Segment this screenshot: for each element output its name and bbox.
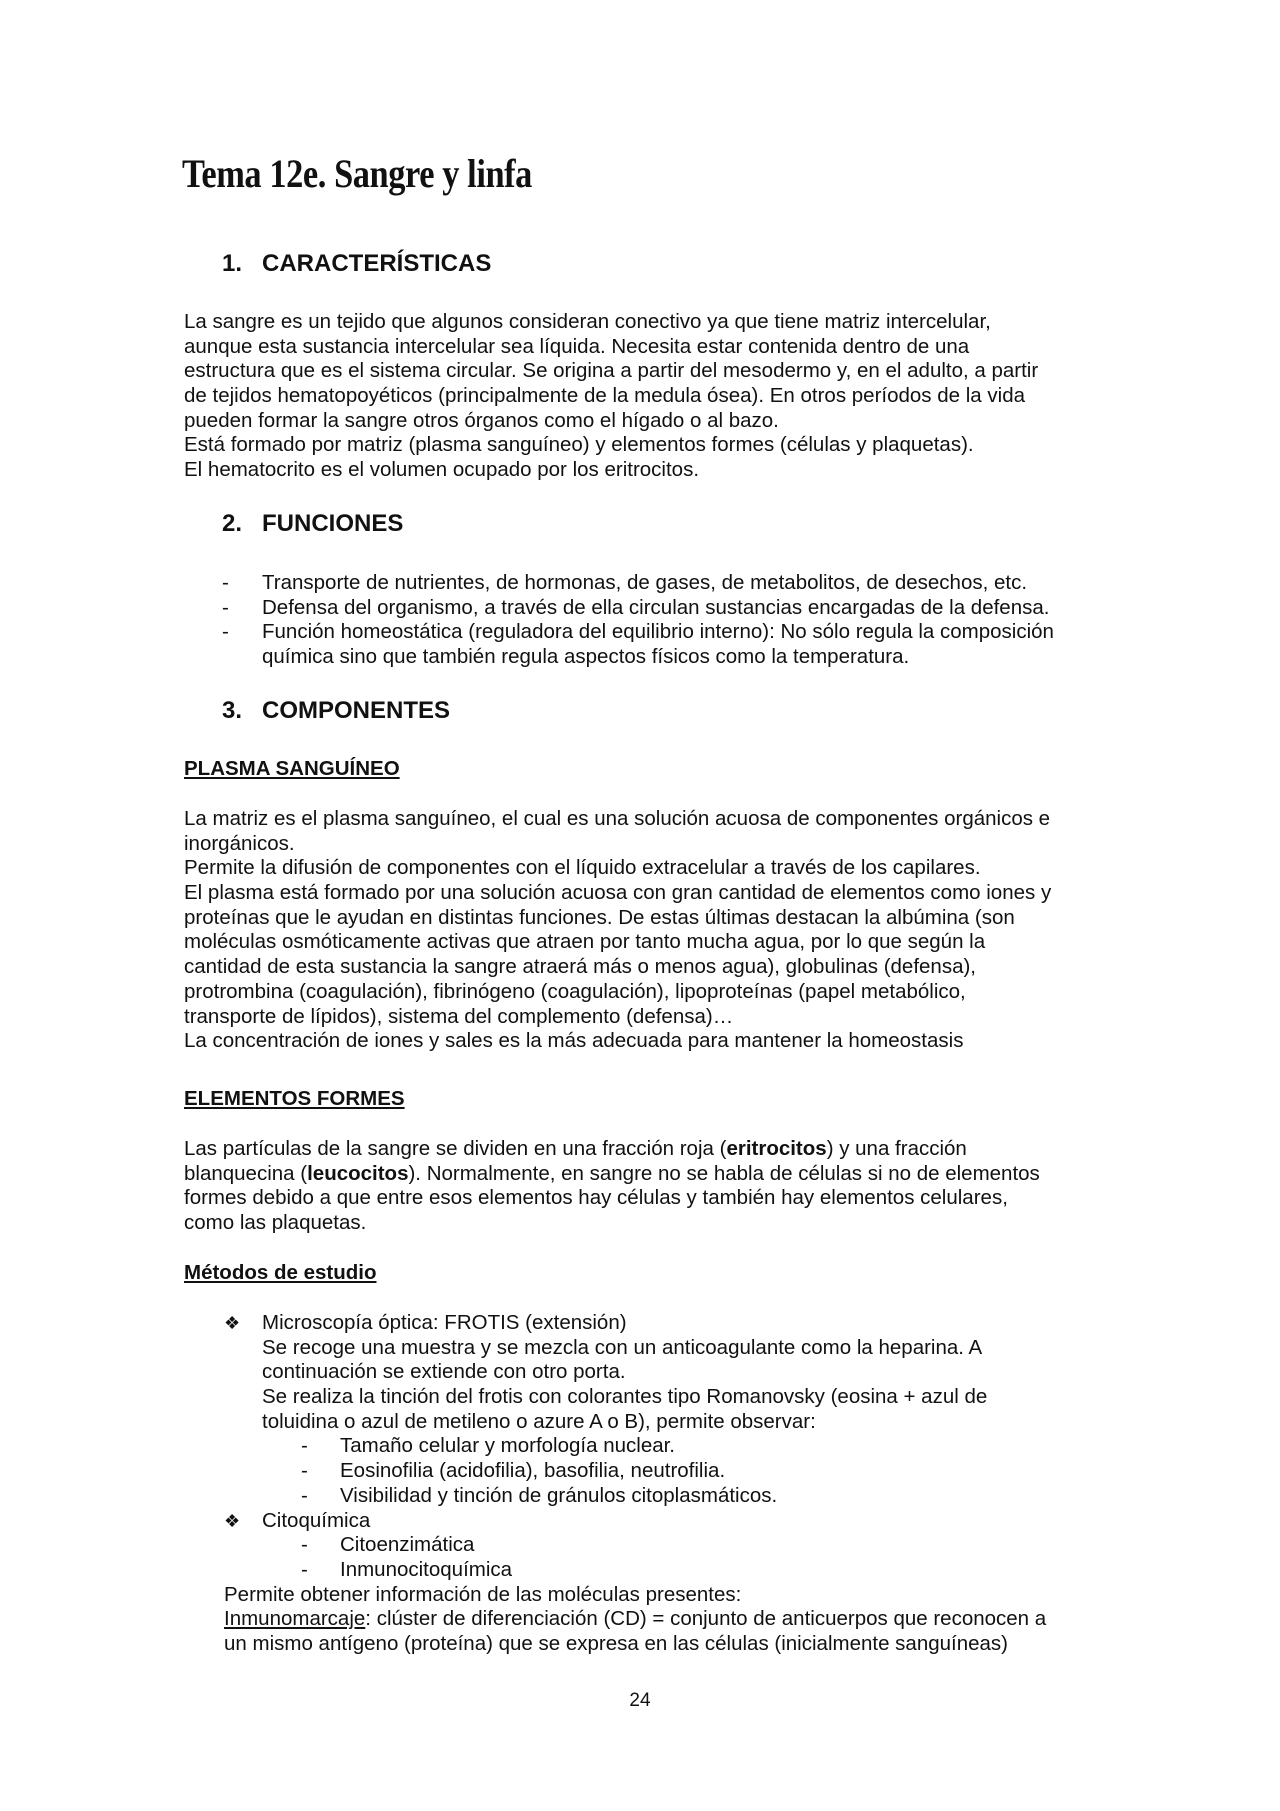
text-line: como las plaquetas. <box>184 1211 367 1235</box>
dash-marker: - <box>222 620 229 644</box>
dash-marker: - <box>301 1434 308 1458</box>
subheading-plasma: PLASMA SANGUÍNEO <box>184 757 400 780</box>
sub-item-text: Citoenzimática <box>340 1533 475 1557</box>
text-line: Está formado por matriz (plasma sanguíneo) y elementos formes (células y plaquetas). <box>184 433 974 457</box>
page-title: Tema 12e. Sangre y linfa <box>182 151 532 196</box>
bullet-text: Microscopía óptica: FROTIS (extensión) <box>262 1311 627 1334</box>
list-item <box>224 571 1124 596</box>
list-item <box>224 620 1124 669</box>
text-line: inorgánicos. <box>184 831 295 855</box>
text-line: transporte de lípidos), sistema del complemento (defensa)… <box>184 1004 734 1028</box>
text-line: La sangre es un tejido que algunos consideran conectivo ya que tiene matriz intercelular, <box>184 310 991 333</box>
dash-marker: - <box>222 571 229 594</box>
section-label: CARACTERÍSTICAS <box>262 250 492 277</box>
dash-marker: - <box>301 1533 308 1557</box>
subheading-elementos-formes: ELEMENTOS FORMES <box>184 1087 405 1110</box>
text-line: Permite la difusión de componentes con el líquido extracelular a través de los capilares. <box>184 856 981 880</box>
caracteristicas-paragraph <box>184 310 1114 483</box>
list-item <box>224 1533 1124 1558</box>
funciones-list <box>224 571 1124 670</box>
text-line: toluidina o azul de metileno o azure A o B), permite observar: <box>262 1409 816 1433</box>
elementos-paragraph <box>184 1137 1114 1236</box>
text-line: Defensa del organismo, a través de ella circulan sustancias encargadas de la defensa. <box>262 595 1050 619</box>
text-line: Se recoge una muestra y se mezcla con un anticoagulante como la heparina. A <box>262 1335 983 1359</box>
text-line: Se realiza la tinción del frotis con colorantes tipo Romanovsky (eosina + azul de <box>262 1385 988 1409</box>
section-number: 1. <box>222 250 243 277</box>
page-number: 24 <box>629 1690 651 1711</box>
text-run: : clúster de diferenciación (CD) = conjunto de anticuerpos que reconocen a <box>365 1607 1047 1631</box>
text-line: El plasma está formado por una solución acuosa con gran cantidad de elementos como iones y <box>184 881 1052 905</box>
term-inmunomarcaje: Inmunomarcaje <box>224 1607 366 1631</box>
text-line: continuación se extiende con otro porta. <box>262 1360 626 1384</box>
text-line <box>184 1162 1114 1187</box>
metodos-list <box>224 1311 1124 1657</box>
sub-item-text: Tamaño celular y morfología nuclear. <box>340 1434 676 1458</box>
list-item <box>224 1459 1124 1484</box>
plasma-paragraph <box>184 807 1114 1054</box>
subheading-metodos: Métodos de estudio <box>184 1261 377 1284</box>
section-heading-funciones <box>222 510 403 538</box>
text-run: Las partículas de la sangre se dividen en una fracción roja ( <box>184 1137 727 1160</box>
list-item <box>224 1484 1124 1509</box>
list-item <box>224 1311 1124 1336</box>
diamond-bullet-icon: ❖ <box>224 1510 241 1531</box>
text-run: blanquecina ( <box>184 1161 308 1185</box>
text-line: aunque esta sustancia intercelular sea líquida. Necesita estar contenida dentro de una <box>184 334 970 358</box>
list-item <box>224 596 1124 621</box>
section-number: 2. <box>222 510 243 537</box>
sub-item-text: Inmunocitoquímica <box>340 1557 513 1581</box>
list-item <box>224 1509 1124 1534</box>
list-item <box>224 1558 1124 1583</box>
dash-marker: - <box>222 595 229 619</box>
dash-marker: - <box>301 1459 308 1483</box>
section-label: FUNCIONES <box>262 510 404 537</box>
text-line: proteínas que le ayudan en distintas funciones. De estas últimas destacan la albúmina (son <box>184 905 1015 929</box>
text-line: formes debido a que entre esos elementos hay células y también hay elementos celulares, <box>184 1186 1008 1210</box>
text-line: Transporte de nutrientes, de hormonas, de gases, de metabolitos, de desechos, etc. <box>262 571 1028 594</box>
dash-marker: - <box>301 1483 308 1507</box>
section-heading-componentes <box>222 697 450 725</box>
diamond-bullet-icon: ❖ <box>224 1313 241 1333</box>
text-line <box>184 1137 1114 1162</box>
sub-item-text: Eosinofilia (acidofilia), basofilia, neutrofilia. <box>340 1459 726 1483</box>
text-line: cantidad de esta sustancia la sangre atraerá más o menos agua), globulinas (defensa), <box>184 955 977 979</box>
text-line: pueden formar la sangre otros órganos como el hígado o al bazo. <box>184 408 779 432</box>
term-leucocitos: leucocitos <box>307 1161 409 1185</box>
text-run: ) y una fracción <box>826 1137 967 1160</box>
term-eritrocitos: eritrocitos <box>726 1137 827 1160</box>
text-line: un mismo antígeno (proteína) que se expresa en las células (inicialmente sanguíneas) <box>224 1631 1008 1655</box>
text-line: Función homeostática (reguladora del equilibrio interno): No sólo regula la composición <box>262 620 1054 644</box>
section-number: 3. <box>222 697 243 724</box>
text-line: de tejidos hematopoyéticos (principalmente de la medula ósea). En otros períodos de la vida <box>184 384 1025 408</box>
text-line: química sino que también regula aspectos físicos como la temperatura. <box>262 645 910 669</box>
section-heading-caracteristicas <box>222 250 491 278</box>
text-line: protrombina (coagulación), fibrinógeno (coagulación), lipoproteínas (papel metabólico, <box>184 979 966 1003</box>
sub-item-text: Visibilidad y tinción de gránulos citoplasmáticos. <box>340 1483 778 1507</box>
section-label: COMPONENTES <box>262 697 451 724</box>
text-run: ). Normalmente, en sangre no se habla de células si no de elementos <box>408 1161 1040 1185</box>
bullet-text: Citoquímica <box>262 1508 371 1532</box>
text-line: Permite obtener información de las moléculas presentes: <box>224 1582 742 1606</box>
text-line <box>224 1607 1124 1632</box>
text-line: estructura que es el sistema circular. Se origina a partir del mesodermo y, en el adulto, a partir <box>184 359 1039 383</box>
list-item <box>224 1434 1124 1459</box>
text-line: moléculas osmóticamente activas que atraen por tanto mucha agua, por lo que según la <box>184 930 986 954</box>
text-line: El hematocrito es el volumen ocupado por los eritrocitos. <box>184 458 700 482</box>
text-line: La matriz es el plasma sanguíneo, el cual es una solución acuosa de componentes orgánicos e <box>184 807 1051 830</box>
text-line: La concentración de iones y sales es la más adecuada para mantener la homeostasis <box>184 1029 964 1053</box>
dash-marker: - <box>301 1557 308 1581</box>
